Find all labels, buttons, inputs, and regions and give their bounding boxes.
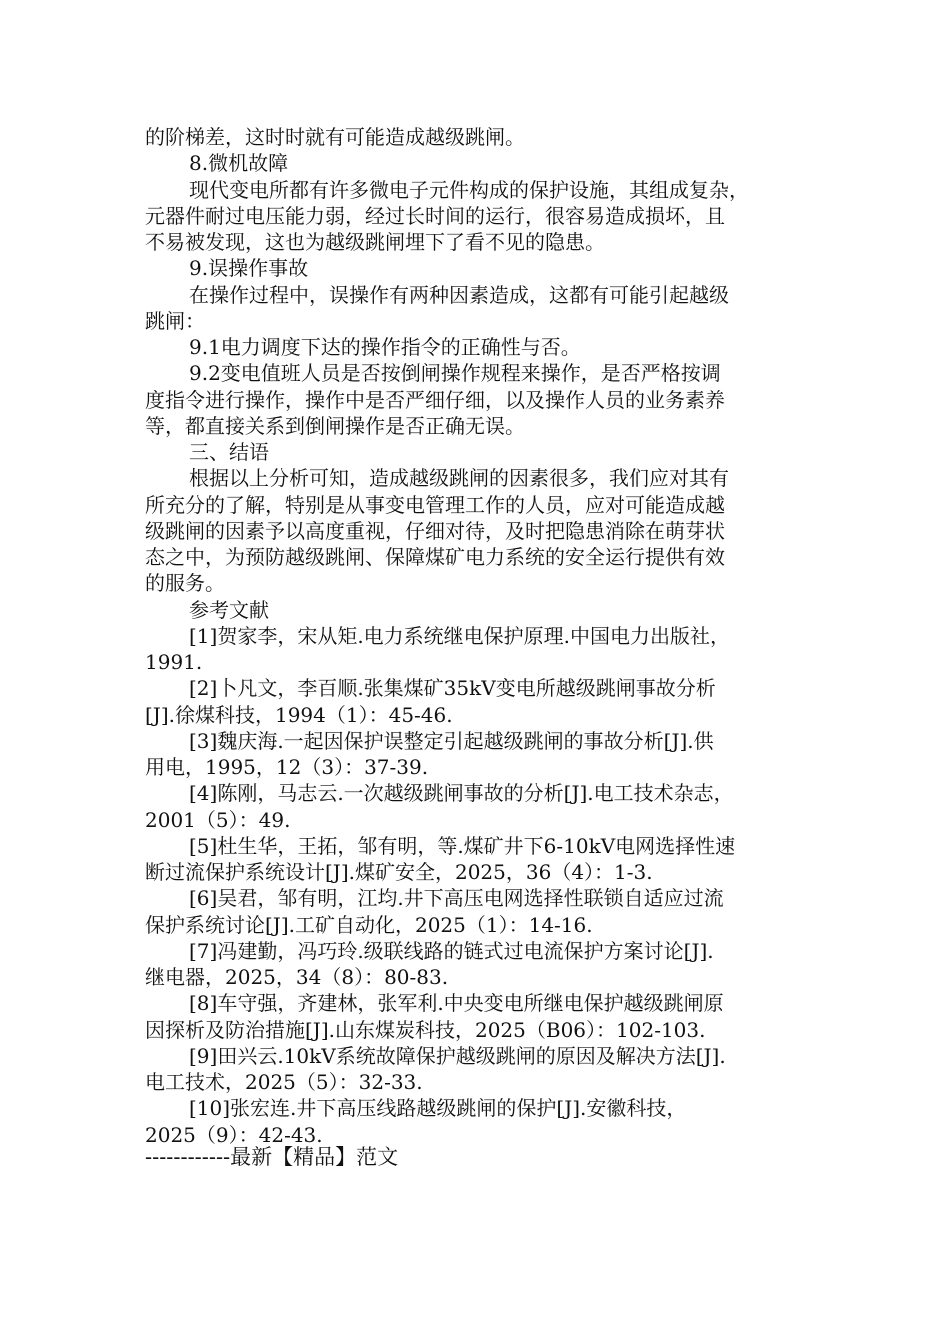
text-line: 1991. [145,650,203,674]
text-line: 保护系统讨论[J].工矿自动化，2025（1）：14-16. [145,912,593,937]
text-line: 8.微机故障 [189,151,289,176]
text-line: [10]张宏连.井下高压线路越级跳闸的保护[J].安徽科技， [189,1096,687,1121]
text-line: 因探析及防治措施[J].山东煤炭科技，2025（B06）：102-103. [145,1017,706,1042]
text-line: [J].徐煤科技，1994（1）：45-46. [145,702,453,727]
page-footer: ------------最新【精品】范文 [145,1145,399,1169]
text-line: [1]贺家李，宋从矩.电力系统继电保护原理.中国电力出版社， [189,623,731,648]
text-line: [4]陈刚，马志云.一次越级跳闸事故的分析[J].电工技术杂志， [189,781,734,806]
text-line: [2]卜凡文，李百顺.张集煤矿35kV变电所越级跳闸事故分析 [189,676,716,701]
text-line: 三、结语 [189,440,269,464]
text-line: 9.1电力调度下达的操作指令的正确性与否。 [189,335,581,359]
text-line: 的服务。 [145,571,225,596]
text-line: 2025（9）：42-43. [145,1122,323,1147]
text-line: 断过流保护系统设计[J].煤矿安全，2025，36（4）：1-3. [145,860,653,884]
text-line: 元器件耐过电压能力弱，经过长时间的运行，很容易造成损坏，且 [145,203,725,228]
text-line: 在操作过程中，误操作有两种因素造成，这都有可能引起越级 [189,282,729,307]
text-line: [6]吴君，邹有明，江均.井下高压电网选择性联锁自适应过流 [189,886,724,911]
text-line: 根据以上分析可知，造成越级跳闸的因素很多，我们应对其有 [189,466,729,491]
text-line: 度指令进行操作，操作中是否严细仔细，以及操作人员的业务素养 [145,387,725,412]
text-line: 现代变电所都有许多微电子元件构成的保护设施，其组成复杂， [189,177,749,202]
text-line: 不易被发现，这也为越级跳闸埋下了看不见的隐患。 [145,230,605,254]
text-line: [3]魏庆海.一起因保护误整定引起越级跳闸的事故分析[J].供 [189,728,714,753]
text-line: 跳闸： [145,308,205,333]
text-line: 继电器，2025，34（8）：80-83. [145,965,449,989]
text-line: 等，都直接关系到倒闸操作是否正确无误。 [145,413,525,438]
text-line: 级跳闸的因素予以高度重视，仔细对待，及时把隐患消除在萌芽状 [145,518,725,543]
text-line: [5]杜生华，王拓，邹有明，等.煤矿井下6-10kV电网选择性速 [189,833,736,858]
text-line: 用电，1995，12（3）：37-39. [145,755,429,779]
text-line: 参考文献 [189,597,269,622]
text-line: 态之中，为预防越级跳闸、保障煤矿电力系统的安全运行提供有效 [145,545,725,569]
text-line: [8]车守强，齐建林，张军利.中央变电所继电保护越级跳闸原 [189,991,724,1016]
text-line: 9.误操作事故 [189,256,309,281]
text-line: 电工技术，2025（5）：32-33. [145,1070,423,1094]
text-line: 9.2变电值班人员是否按倒闸操作规程来操作，是否严格按调 [189,361,721,386]
text-line: [9]田兴云.10kV系统故障保护越级跳闸的原因及解决方法[J]. [189,1043,726,1068]
text-line: 2001（5）：49. [145,807,291,832]
text-line: 所充分的了解，特别是从事变电管理工作的人员，应对可能造成越 [145,492,725,517]
text-line: 的阶梯差，这时时就有可能造成越级跳闸。 [145,125,525,149]
text-line: [7]冯建勤，冯巧玲.级联线路的链式过电流保护方案讨论[J]. [189,938,714,963]
